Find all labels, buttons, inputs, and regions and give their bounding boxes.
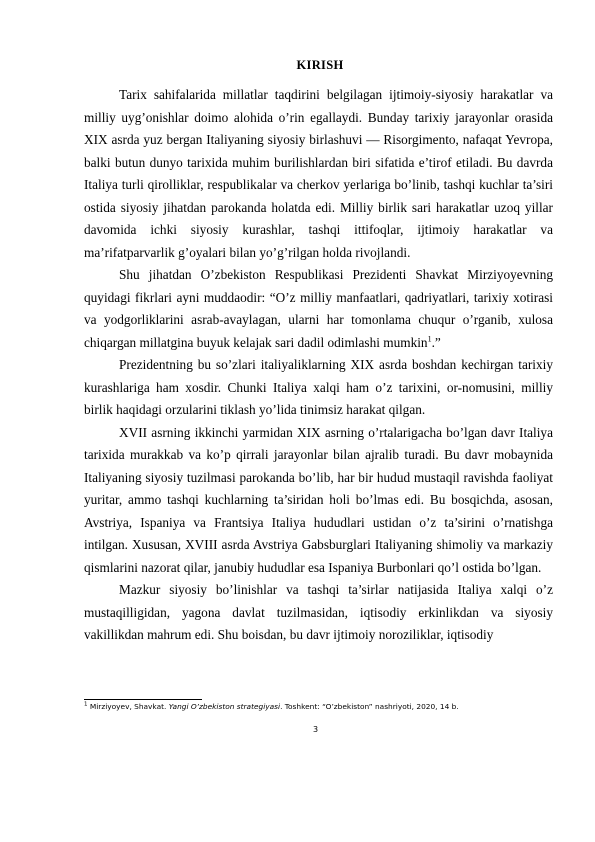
paragraph-historical-period: XVII asrning ikkinchi yarmidan XIX asrning o’rtalarigacha bo’lgan davr Italiya tarixida murakkab va ko’p qirrali jarayonlar bilan ajralib turadi. Bu davr mobaynida Italiyaning siyosiy tuzilmasi parokanda bo’lib, har bir hudud mustaqil ravishda faoliyat yuritar, ammo tashqi kuchlarning ta’siridan holi bo’lmas edi. Bu bosqichda, asosan, Avstriya, Ispaniya va Frantsiya Italiya hududlari ustidan o’z ta’sirini o’rnatishga intilgan. Xususan, XVIII asrda Avstriya Gabsburglari Italiyaning shimoliy va markaziy qismlarini nazorat qilar, janubiy hududlar esa Ispaniya Burbonlari qo’l ostida bo’lgan. xyxy=(84,424,553,575)
footnote xyxy=(84,702,554,712)
page-title: KIRISH xyxy=(296,58,344,72)
paragraph-intro: Tarix sahifalarida millatlar taqdirini belgilagan ijtimoiy-siyosiy harakatlar va milliy uyg’onishlar doimo alohida o’rin egallaydi. Bunday tarixiy jarayonlar orasida XIX asrda yuz bergan Italiyaning siyosiy birlashuvi — Risorgimento, nafaqat Yevropa, balki butun dunyo tarixida muhim burilishlardan biri sifatida e’tirof etiladi. Bu davrda Italiya turli qirolliklar, respublikalar va cherkov yerlariga bo’linib, tashqi kuchlar ta’siri ostida siyosiy jihatdan parokanda holatda edi. Milliy birlik sari harakatlar uzoq yillar davomida ichki siyosiy kurashlar, tashqi ittifoqlar, ijtimoiy harakatlar va ma’rifatparvarlik g’oyalari bilan yo’g’rilgan holda rivojlandi. xyxy=(84,87,553,260)
paragraph-quote xyxy=(84,264,553,354)
page-number: 3 xyxy=(313,725,319,734)
footnote-reference[interactable]: 1 xyxy=(427,334,432,344)
footnote-work-title: Yangi O’zbekiston strategiyasi xyxy=(168,702,281,711)
paragraph-president-words: Prezidentning bu so’zlari italiyaliklarning XIX asrda boshdan kechirgan tarixiy kurashlariga ham xosdir. Chunki Italiya xalqi ham o’z tarixini, or-nomusini, milliy birlik haqidagi orzularini tiklash yo’lida tinimsiz harakat qilgan. xyxy=(84,357,553,417)
footnote-publication: . Toshkent: “O’zbekiston” nashriyoti, 2020, 14 b. xyxy=(280,702,459,711)
footnote-mark: 1 xyxy=(84,701,88,708)
paragraph-political-division: Mazkur siyosiy bo’linishlar va tashqi ta’sirlar natijasida Italiya xalqi o’z mustaqilligidan, yagona davlat tuzilmasidan, iqtisodiy erkinlikdan va siyosiy vakillikdan mahrum edi. Shu boisdan, bu davr ijtimoiy noroziliklar, iqtisodiy xyxy=(84,582,553,642)
footnote-author: Mirziyoyev, Shavkat. xyxy=(87,702,169,711)
footnote-divider xyxy=(84,699,202,700)
quote-text: Shu jihatdan O’zbekiston Respublikasi Prezidenti Shavkat Mirziyoyevning quyidagi fikrlari ayni muddaodir: “O’z milliy manfaatlari, qadriyatlari, tarixiy xotirasi va yodgorliklarini asrab-avaylagan, ularni har tomonlama chuqur o’rganib, xulosa chiqargan millatgina buyuk kelajak sari dadil odimlashi mumkin xyxy=(84,267,553,350)
body-text xyxy=(84,84,553,647)
quote-closing: .” xyxy=(431,334,441,350)
